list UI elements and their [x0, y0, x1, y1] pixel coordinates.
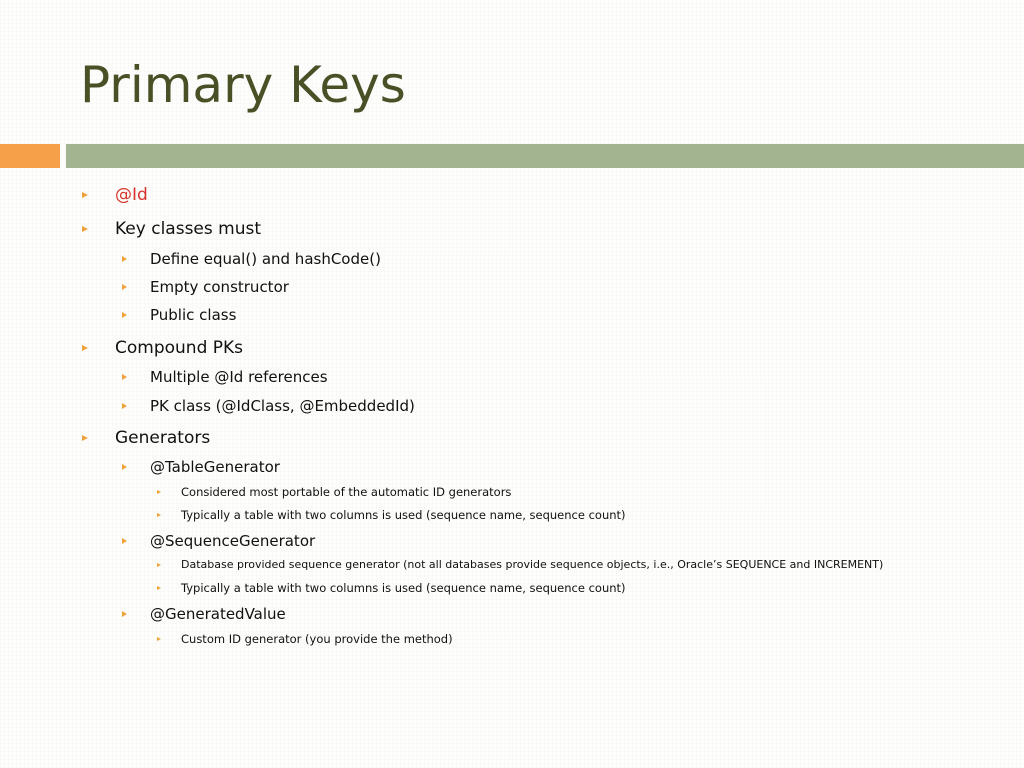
arrowhead-bullet-icon	[122, 403, 127, 409]
arrowhead-bullet-icon	[82, 345, 88, 351]
bullet-text: @SequenceGenerator	[150, 532, 316, 550]
bullet-text: Empty constructor	[150, 278, 289, 296]
arrowhead-bullet-icon	[157, 637, 161, 641]
arrowhead-bullet-icon	[122, 312, 127, 318]
arrowhead-bullet-icon	[82, 435, 88, 441]
bullet-text: Public class	[150, 306, 237, 324]
arrowhead-bullet-icon	[122, 538, 127, 544]
bullet-text: Compound PKs	[115, 338, 244, 358]
bullet-text: Typically a table with two columns is used (sequence name, sequence count)	[181, 581, 626, 595]
bullet-text: Typically a table with two columns is used (sequence name, sequence count)	[181, 508, 626, 522]
bullet-text: @GeneratedValue	[150, 605, 286, 623]
slide-title: Primary Keys	[80, 56, 406, 114]
bullet-text: Database provided sequence generator (not all databases provide sequence objects, i.e., Oracle’s SEQUENCE and INCREMENT)	[181, 558, 884, 571]
arrowhead-bullet-icon	[82, 192, 88, 198]
arrowhead-bullet-icon	[157, 586, 161, 590]
bullet-text: Multiple @Id references	[150, 368, 328, 386]
arrowhead-bullet-icon	[122, 256, 127, 262]
arrowhead-bullet-icon	[157, 490, 161, 494]
bullet-text: Key classes must	[115, 219, 262, 239]
bullet-text: Define equal() and hashCode()	[150, 250, 381, 268]
arrowhead-bullet-icon	[122, 374, 127, 380]
bullet-text: Generators	[115, 428, 211, 448]
bullet-text: @Id	[115, 185, 148, 205]
bullet-text: Considered most portable of the automatic ID generators	[181, 485, 512, 499]
bullet-text: Custom ID generator (you provide the method)	[181, 632, 453, 646]
arrowhead-bullet-icon	[82, 226, 88, 232]
arrowhead-bullet-icon	[122, 464, 127, 470]
arrowhead-bullet-icon	[122, 611, 127, 617]
arrowhead-bullet-icon	[157, 563, 161, 567]
bullet-text: PK class (@IdClass, @EmbeddedId)	[150, 397, 415, 415]
bullet-text: @TableGenerator	[150, 458, 280, 476]
arrowhead-bullet-icon	[157, 513, 161, 517]
arrowhead-bullet-icon	[122, 284, 127, 290]
